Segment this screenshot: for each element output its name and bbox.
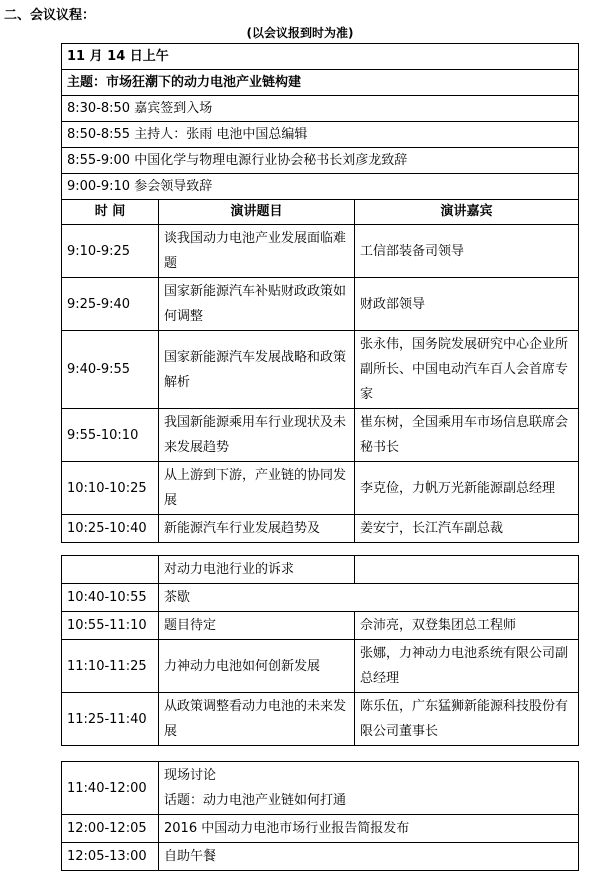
time-cell: 9:10-9:25 bbox=[62, 225, 159, 278]
topic-cell: 从上游到下游，产业链的协同发展 bbox=[159, 462, 355, 515]
discussion-title: 现场讨论 bbox=[164, 768, 217, 783]
time-cell: 10:25-10:40 bbox=[62, 515, 159, 543]
table-row bbox=[62, 815, 579, 843]
theme: 主题：市场狂潮下的动力电池产业链构建 bbox=[62, 70, 579, 96]
speaker-cell: 陈乐伍，广东猛狮新能源科技股份有限公司董事长 bbox=[355, 693, 579, 746]
speaker-cell: 工信部装备司领导 bbox=[355, 225, 579, 278]
pre-item: 8:30-8:50 嘉宾签到入场 bbox=[62, 96, 579, 122]
table-row bbox=[62, 693, 579, 746]
col-header-speaker: 演讲嘉宾 bbox=[355, 200, 579, 225]
topic-cell: 茶歇 bbox=[159, 584, 579, 612]
discussion-cell bbox=[159, 762, 579, 815]
table-row bbox=[62, 640, 579, 693]
col-header-topic: 演讲题目 bbox=[159, 200, 355, 225]
table-row bbox=[62, 331, 579, 409]
table-row bbox=[62, 409, 579, 462]
speaker-cell: 佘沛亮，双登集团总工程师 bbox=[355, 612, 579, 640]
speaker-cell: 张娜，力神动力电池系统有限公司副总经理 bbox=[355, 640, 579, 693]
topic-cell: 力神动力电池如何创新发展 bbox=[159, 640, 355, 693]
time-cell: 12:00-12:05 bbox=[62, 815, 159, 843]
pre-item: 8:50-8:55 主持人：张雨 电池中国总编辑 bbox=[62, 122, 579, 148]
topic-cell: 谈我国动力电池产业发展面临难题 bbox=[159, 225, 355, 278]
topic-cell: 新能源汽车行业发展趋势及 bbox=[159, 515, 355, 543]
table-row bbox=[62, 584, 579, 612]
day-header: 11 月 14 日上午 bbox=[62, 44, 579, 70]
topic-cell: 国家新能源汽车发展战略和政策解析 bbox=[159, 331, 355, 409]
table-row bbox=[62, 762, 579, 815]
speaker-cell: 财政部领导 bbox=[355, 278, 579, 331]
topic-cell: 我国新能源乘用车行业现状及未来发展趋势 bbox=[159, 409, 355, 462]
table-row bbox=[62, 556, 579, 584]
time-cell: 9:40-9:55 bbox=[62, 331, 159, 409]
time-cell: 11:25-11:40 bbox=[62, 693, 159, 746]
pre-item: 9:00-9:10 参会领导致辞 bbox=[62, 174, 579, 200]
topic-cell: 对动力电池行业的诉求 bbox=[159, 556, 355, 584]
time-cell: 9:25-9:40 bbox=[62, 278, 159, 331]
col-header-time: 时 间 bbox=[62, 200, 159, 225]
item-cell: 自助午餐 bbox=[159, 843, 579, 871]
agenda-table-tail bbox=[61, 761, 579, 871]
section-title: 二、会议议程： bbox=[4, 8, 96, 23]
pre-item: 8:55-9:00 中国化学与物理电源行业协会秘书长刘彦龙致辞 bbox=[62, 148, 579, 174]
speaker-cell: 姜安宁，长江汽车副总裁 bbox=[355, 515, 579, 543]
time-cell: 10:40-10:55 bbox=[62, 584, 159, 612]
discussion-topic: 话题：动力电池产业链如何打通 bbox=[164, 793, 347, 808]
time-cell: 12:05-13:00 bbox=[62, 843, 159, 871]
speaker-cell: 李克俭，力帆万光新能源副总经理 bbox=[355, 462, 579, 515]
agenda-table-continued bbox=[61, 555, 579, 746]
agenda-note: (以会议报到时为准) bbox=[246, 26, 354, 40]
time-cell: 10:10-10:25 bbox=[62, 462, 159, 515]
table-row bbox=[62, 278, 579, 331]
table-row bbox=[62, 225, 579, 278]
item-cell: 2016 中国动力电池市场行业报告简报发布 bbox=[159, 815, 579, 843]
time-cell: 9:55-10:10 bbox=[62, 409, 159, 462]
agenda-table bbox=[61, 43, 579, 543]
speaker-cell bbox=[355, 556, 579, 584]
speaker-cell: 崔东树，全国乘用车市场信息联席会秘书长 bbox=[355, 409, 579, 462]
time-cell: 11:10-11:25 bbox=[62, 640, 159, 693]
topic-cell: 国家新能源汽车补贴财政政策如何调整 bbox=[159, 278, 355, 331]
time-cell: 10:55-11:10 bbox=[62, 612, 159, 640]
time-cell bbox=[62, 556, 159, 584]
time-cell: 11:40-12:00 bbox=[62, 762, 159, 815]
table-row bbox=[62, 515, 579, 543]
table-row bbox=[62, 462, 579, 515]
table-row bbox=[62, 843, 579, 871]
speaker-cell: 张永伟，国务院发展研究中心企业所副所长、中国电动汽车百人会首席专家 bbox=[355, 331, 579, 409]
topic-cell: 题目待定 bbox=[159, 612, 355, 640]
topic-cell: 从政策调整看动力电池的未来发展 bbox=[159, 693, 355, 746]
table-row bbox=[62, 612, 579, 640]
